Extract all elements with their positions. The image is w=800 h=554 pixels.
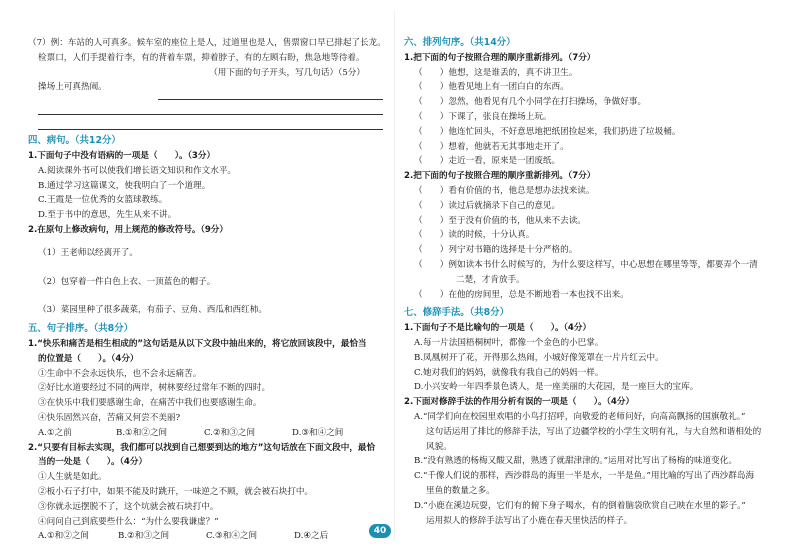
sec5-q1-item-2: ②好比水道要经过不同的两岸，树林要经过常年不断的四时。 xyxy=(38,383,271,394)
q7-line1: （7）例：车站的人可真多。候车室的座位上是人，过道里也是人，售票窗口早已排起了长龙。 xyxy=(28,38,386,48)
sec5-q2-option-c: C.③和④之间 xyxy=(206,531,258,542)
answer-line[interactable] xyxy=(38,117,383,130)
sec7-q2-option-d: D.“小鹿在溪边玩耍，它们有的俯下身子喝水，有的倒着脑袋欣赏自己映在水里的影子。” xyxy=(414,500,746,511)
sec6-q1-item-4[interactable]: （ ）下课了，张良在操场上玩。 xyxy=(414,111,552,122)
sec6-q1-item-6[interactable]: （ ）想着，他就若无其事地走开了。 xyxy=(414,141,569,152)
sec6-q2: 2.把下面的句子按照合理的顺序重新排列。（7分） xyxy=(404,171,596,182)
sec6-q2-item-3[interactable]: （ ）至于没有价值的书，他从来不去读。 xyxy=(414,215,586,226)
sec7-q1-option-d: D.小兴安岭一年四季景色诱人，是一座美丽的大花园，是一座巨大的宝库。 xyxy=(414,382,699,393)
section-6-title: 六、排列句序。（共14分） xyxy=(404,37,516,48)
sec4-q2-item-3: （3）菜园里种了很多蔬菜，有茄子、豆角、西瓜和西红柿。 xyxy=(38,305,267,316)
sec4-q1-option-b: B.通过学习这篇课文，使我明白了一个道理。 xyxy=(38,180,211,191)
sec5-q2-line1: 2.“只要有目标去实现，我们都可以找到自己想要到达的地方”这句话放在下面文段中，最恰 xyxy=(28,442,376,453)
sec5-q1-item-1: ①生命中不会永远快乐，也不会永远痛苦。 xyxy=(38,368,202,379)
section-7-title: 七、修辞手法。（共8分） xyxy=(404,307,509,319)
sec5-q2-option-b: B.②和③之间 xyxy=(118,531,170,542)
sec5-q1-item-4: ④快乐固然兴奋，苦痛又何尝不美丽? xyxy=(38,412,181,423)
sec6-q1-item-2[interactable]: （ ）他看见地上有一团白白的东西。 xyxy=(414,82,569,93)
sec5-q2-item-1: ①人生就是如此。 xyxy=(38,472,107,483)
sec5-q1-line1: 1.“快乐和痛苦是相生相成的”这句话是从以下文段中抽出来的，将它放回该段中，最恰当 xyxy=(28,338,367,349)
left-column xyxy=(28,36,386,544)
sec5-q2-option-a: A.①和②之间 xyxy=(38,531,90,542)
sec6-q2-item-2[interactable]: （ ）读过后就摘录下自己的意见。 xyxy=(414,200,561,211)
sec5-q2-options xyxy=(28,529,383,544)
sec6-q2-item-1[interactable]: （ ）看有价值的书，他总是想办法找来读。 xyxy=(414,185,595,196)
sec7-q2: 2.下面对修辞手法的作用分析有误的一项是（ ）。（4分） xyxy=(404,397,635,408)
section-5-title: 五、句子排序。（共8分） xyxy=(28,323,133,335)
sec7-q2-option-a-cont1: 这句话运用了排比的修辞手法，写出了边疆学校的小学生文明有礼，与大自然和谐相处的 xyxy=(426,426,762,437)
page-number: 40 xyxy=(369,524,391,538)
sec7-q2-option-b: B.“没有熟透的杨梅又酸又甜，熟透了就甜津津的。”运用对比写出了杨梅的味道变化。 xyxy=(414,456,737,467)
spine-divider xyxy=(394,10,395,540)
sec5-q2-item-3: ③你就永远摆脱不了，这个坑就会被石块打中。 xyxy=(38,501,219,512)
sec5-q1-options xyxy=(28,426,383,441)
sec5-q2-option-d: D.④之后 xyxy=(294,531,329,542)
sec6-q2-item-6-cont: 二楚，才肯放手。 xyxy=(456,274,525,285)
sec6-q2-item-7[interactable]: （ ）在他的房间里，总是不断地看一本也找不出来。 xyxy=(414,289,629,300)
sec5-q1-option-c: C.②和③之间 xyxy=(204,427,256,438)
sec6-q1-item-1[interactable]: （ ）他想，这是谁丢的，真不讲卫生。 xyxy=(414,67,578,78)
sec4-q2-item-1: （1）王老师以经离开了。 xyxy=(38,247,138,258)
sec7-q1-option-a: A.每一片法国梧桐树叶，都像一个金色的小巴掌。 xyxy=(414,337,604,348)
sec7-q1-option-c: C.她对我们的妈妈，就像我有我自己的妈妈一样。 xyxy=(414,367,604,378)
sec4-q1-option-d: D.至于书中的意思，先生从来不讲。 xyxy=(38,210,177,221)
sec4-q2-item-2: （2）包穿着一件白色上衣、一顶蓝色的帽子。 xyxy=(38,276,216,287)
right-column xyxy=(404,36,764,528)
sec6-q1-item-7[interactable]: （ ）走近一看，原来是一团废纸。 xyxy=(414,156,561,167)
sec4-q1: 1.下面句子中没有语病的一项是（ ）。（3分） xyxy=(28,150,216,161)
sec5-q2-item-4: ④问问自己到底要些什么：“为什么要我谦虚？” xyxy=(38,516,219,527)
sec4-q2: 2.在原句上修改病句，用上规范的修改符号。（9分） xyxy=(28,224,228,235)
sec6-q1: 1.把下面的句子按照合理的顺序重新排列。（7分） xyxy=(404,52,596,63)
sec5-q2-item-2: ②板小石子打中，如果不能及时跳开，一味逆之不顾，就会被石块打中。 xyxy=(38,486,314,497)
sec6-q2-item-6[interactable]: （ ）例如读本书什么时候写的，为什么要这样写，中心思想在哪里等等，都要弄个一清 xyxy=(414,259,758,270)
sec7-q2-option-d-cont: 运用拟人的修辞手法写出了小鹿在春天里快活的样子。 xyxy=(426,515,633,526)
sec4-q1-option-c: C.王霞是一位优秀的女篮球教练。 xyxy=(38,195,168,206)
sec6-q1-item-5[interactable]: （ ）他连忙回头，不好意思地把纸团捡起来，我们扔进了垃圾桶。 xyxy=(414,126,681,137)
sec5-q1-option-d: D.③和④之间 xyxy=(292,427,344,438)
sec6-q2-item-5[interactable]: （ ）列宁对书籍的选择是十分严格的。 xyxy=(414,245,578,256)
sec4-q1-option-a: A.阅读课外书可以使我们增长语文知识和作文水平。 xyxy=(38,165,237,176)
sec7-q2-option-c-cont: 里鱼的数量之多。 xyxy=(426,485,495,496)
answer-line[interactable] xyxy=(158,87,383,100)
sec5-q1-option-b: B.①和②之间 xyxy=(116,427,168,438)
sec5-q2-line2: 当的一处是（ ）。（4分） xyxy=(38,457,148,468)
sec7-q2-option-a-cont2: 风貌。 xyxy=(426,441,452,452)
sec5-q1-line2: 的位置是（ ）。（4分） xyxy=(38,353,139,364)
sec5-q1-option-a: A.①之前 xyxy=(38,427,72,438)
section-4-title: 四、病句。（共12分） xyxy=(28,135,121,147)
answer-line[interactable] xyxy=(38,102,383,115)
sec6-q2-item-4[interactable]: （ ）读的时候，十分认真。 xyxy=(414,230,535,241)
sec7-q2-option-a: A.“同学们向在校园里欢唱的小鸟打招呼，向敬爱的老师问好，向高高飘扬的国旗敬礼。” xyxy=(414,411,746,422)
sec7-q1: 1.下面句子不是比喻句的一项是（ ）。（4分） xyxy=(404,323,592,334)
q7-starter: 操场上可真热闹。 xyxy=(38,82,107,93)
sec6-q1-item-3[interactable]: （ ）忽然，他看见有几个小同学在打扫操场，争做好事。 xyxy=(414,97,647,108)
q7-line2: 检票口，人们手提着行李，有的背着车票，抑着脖子，有的左顾右盼，焦急地等待着。 xyxy=(38,52,365,63)
q7-instruction: （用下面的句子开头，写几句话）（5分） xyxy=(209,67,365,78)
sec5-q1-item-3: ③在快乐中我们要感谢生命，在痛苦中我们也要感谢生命。 xyxy=(38,398,262,409)
sec7-q1-option-b: B.凤凰树开了花，开得那么热闹，小城好像笼罩在一片片红云中。 xyxy=(414,352,664,363)
sec7-q2-option-c: C.“千像人们说的那样，西沙群岛的海里一半是水，一半是鱼。”用比喻的写出了西沙群岛海 xyxy=(414,471,755,482)
